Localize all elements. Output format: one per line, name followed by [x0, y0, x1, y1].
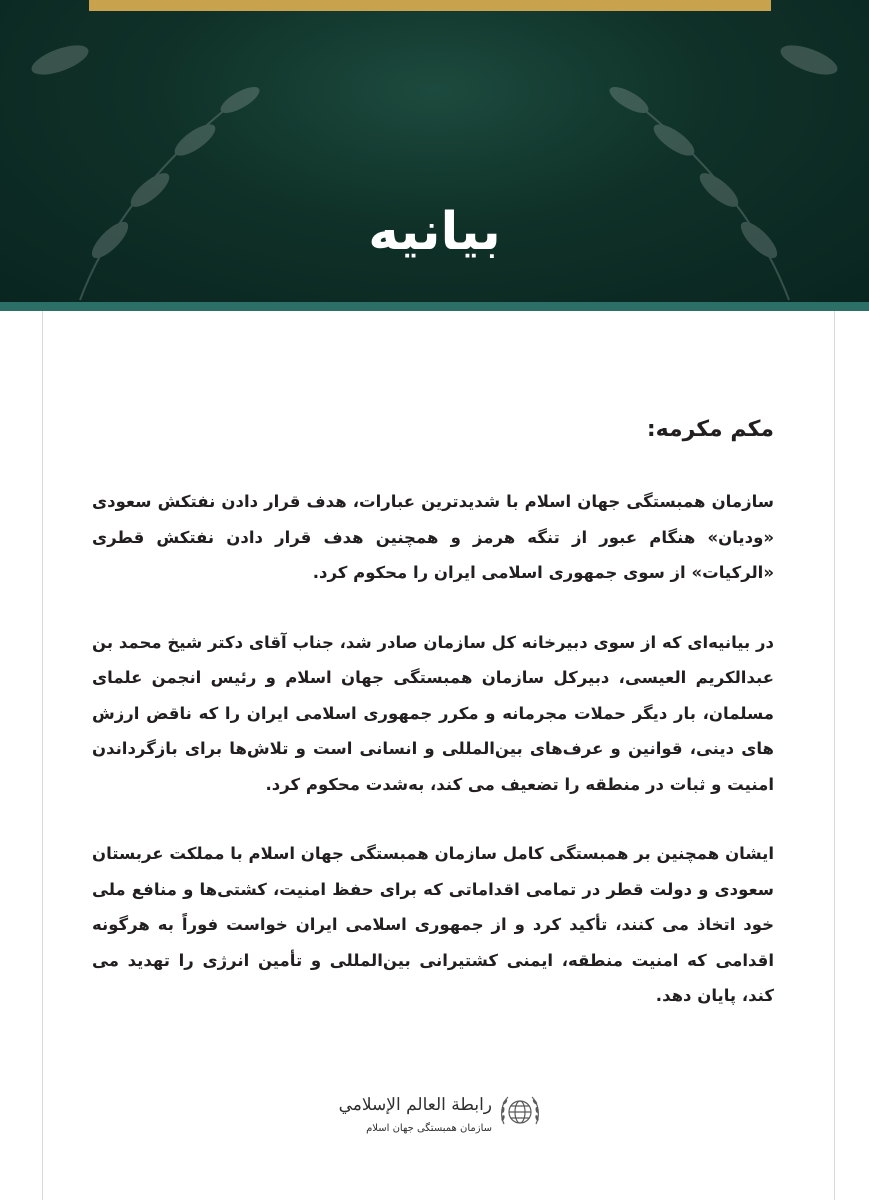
organization-logo	[332, 1088, 542, 1154]
page-title: بیانیه	[368, 202, 501, 262]
frame-border-right	[834, 311, 835, 1200]
statement-paragraph-3: ایشان همچنین بر همبستگی کامل سازمان همبستگی جهان اسلام با مملکت عربستان سعودی و دولت قطر در تمامی اقداماتی که برای حفظ امنیت، کشتی‌ها و منافع ملی خود اتخاذ می کنند، تأکید کرد و از جمهوری اسلامی ایران خواست فوراً به هرگونه اقدامی که امنیت منطقه، ایمنی کشتیرانی بین‌المللی و تأمین انرژی را تهدید می کند، پایان دهد.	[92, 844, 774, 1005]
header-divider	[0, 302, 869, 311]
salutation: مکم مکرمه:	[646, 417, 774, 442]
header-banner	[0, 0, 869, 302]
statement-paragraph-2: در بیانیه‌ای که از سوی دبیرخانه کل سازمان صادر شد، جناب آقای دکتر شیخ محمد بن عبدالکریم العیسی، دبیرکل سازمان همبستگی جهان اسلام و رئیس انجمن علمای مسلمان، بار دیگر حملات مجرمانه و مکرر جمهوری اسلامی ایران را که ناقض ارزش های دینی، قوانین و عرف‌های بین‌المللی و انسانی است و تلاش‌ها برای بازگرداندن امنیت و ثبات در منطقه را تضعیف می کند، به‌شدت محکوم کرد.	[92, 632, 774, 794]
logo-persian-name: سازمان همبستگی جهان اسلام	[366, 1123, 492, 1134]
frame-border-left	[42, 311, 43, 1200]
logo-arabic-name: رابطة العالم الإسلامي	[338, 1095, 492, 1115]
statement-paragraph-1: سازمان همبستگی جهان اسلام با شدیدترین عبارات، هدف قرار دادن نفتکش سعودی «ودیان» هنگام عبور از تنگه هرمز و همچنین هدف قرار دادن نفتکش قطری «الرکیات» از سوی جمهوری اسلامی ایران را محکوم کرد.	[92, 492, 774, 582]
gold-top-bar	[89, 0, 771, 11]
statement-body	[92, 410, 774, 1048]
globe-emblem-icon	[498, 1090, 542, 1134]
